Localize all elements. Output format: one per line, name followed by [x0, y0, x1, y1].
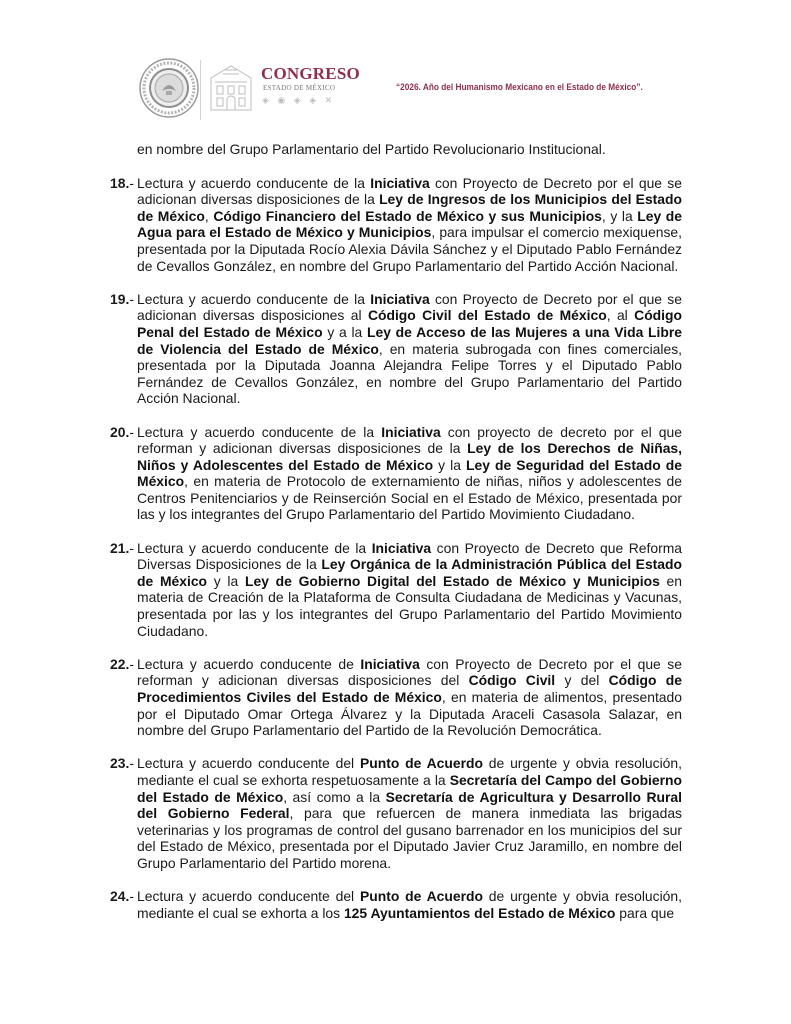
bold-reference: Ley de Agua para el Estado de México y Municipios — [137, 207, 682, 241]
item-number-value: 23. — [110, 755, 130, 772]
text-segment: con proyecto de decreto por el que reforman y adicionan diversas disposiciones de la — [137, 423, 682, 457]
bold-reference: Punto de Acuerdo — [359, 755, 483, 772]
text-segment: Lectura y acuerdo conducente de la — [137, 290, 371, 307]
text-segment: , y la — [601, 207, 638, 224]
item-number: 20.- — [110, 423, 134, 440]
item-number-value: 20. — [110, 423, 130, 440]
text-segment: , en materia de alimentos, presentado por el Diputado Omar Ortega Álvarez y la Diputada Araceli Casasola Salazar, en nombre del Grupo Parlamentario del Partido de la Revolución Democrática. — [137, 689, 682, 739]
text-segment: Lectura y acuerdo conducente de la — [137, 539, 372, 556]
text-segment: de urgente y obvia resolución, mediante el cual se exhorta respetuosamente a la — [137, 755, 682, 788]
text-segment: y la — [207, 572, 245, 589]
item-number: 23.- — [110, 755, 134, 772]
item-number-value: 18. — [110, 174, 130, 191]
item-number: 24.- — [110, 888, 134, 905]
bold-reference: Ley de Acceso de las Mujeres a una Vida Libre de Violencia del Estado de México — [137, 323, 683, 357]
bold-reference: Punto de Acuerdo — [359, 888, 483, 905]
item-number: 22.- — [110, 655, 134, 672]
agenda-item — [110, 291, 682, 407]
text-segment: con Proyecto de Decreto por el que se adicionan diversas disposiciones de la — [137, 174, 682, 208]
bold-reference: Secretaría del Campo del Gobierno del Estado de México — [137, 771, 683, 805]
item-text — [137, 755, 682, 871]
text-segment: y del — [555, 672, 609, 689]
text-segment: y la — [433, 456, 467, 473]
year-motto: “2026. Año del Humanismo Mexicano en el Estado de México”. — [396, 82, 643, 92]
item-text — [137, 888, 682, 921]
agenda-body — [110, 141, 682, 938]
ornament-icons: ◈ ◉ ◈ ◈ ✕ — [262, 95, 336, 105]
item-text — [137, 175, 682, 274]
text-segment: , para que refuercen de manera inmediata las brigadas veterinarias y los programas de control del gusano barrenador en los municipios del sur del Estado de México, presentada por el Diputado Javier Cruz Jaramillo, en nombre del Grupo Parlamentario del Partido morena. — [137, 805, 683, 871]
bold-reference: Código Penal del Estado de México — [137, 307, 682, 340]
bold-reference: Iniciativa — [371, 539, 432, 556]
bold-reference: Ley de los Derechos de Niñas, Niños y Adolescentes del Estado de México — [137, 440, 683, 473]
bold-reference: Iniciativa — [381, 423, 441, 440]
bold-reference: Código Financiero del Estado de México y sus Municipios — [213, 207, 602, 224]
agenda-item — [110, 888, 682, 921]
bold-reference: Código Civil del Estado de México — [367, 307, 607, 324]
text-segment: para que — [615, 904, 675, 921]
bold-reference: Ley Orgánica de la Administración Pública del Estado de México — [137, 556, 682, 589]
item-number-value: 19. — [110, 290, 130, 307]
text-segment: , para impulsar el comercio mexiquense, presentada por la Diputada Rocío Alexia Dávila Sánchez y el Diputado Pablo Fernández de Cevallos González, en nombre del Grupo Parlamentario del Partido Acción Nacional. — [137, 224, 682, 274]
header-divider — [200, 60, 201, 120]
item-number-value: 24. — [110, 888, 130, 905]
text-segment: con Proyecto de Decreto por el que se adicionan diversas disposiciones al — [137, 290, 682, 324]
item-number-value: 22. — [110, 655, 130, 672]
item-number: 19.- — [110, 290, 134, 307]
item-number: 18.- — [110, 174, 134, 191]
congress-building-icon — [205, 60, 257, 112]
bold-reference: 125 Ayuntamientos del Estado de México — [343, 904, 616, 921]
bold-reference: Ley de Ingresos de los Municipios del Estado de México — [137, 191, 682, 224]
institution-name: CONGRESO — [261, 64, 360, 83]
text-segment: Lectura y acuerdo conducente del — [137, 888, 360, 905]
text-segment: de urgente y obvia resolución, mediante el cual se exhorta a los — [137, 888, 682, 921]
bold-reference: Código de Procedimientos Civiles del Estado de México — [137, 672, 682, 705]
item-text — [137, 656, 682, 738]
text-segment: en materia de Creación de la Plataforma de Consulta Ciudadana de Medicinas y Vacunas, presentada por las y los integrantes del Grupo Parlamentario del Partido Movimiento Ciudadano. — [137, 572, 682, 639]
institution-subtitle: ESTADO DE MÉXICO — [263, 84, 336, 92]
agenda-item — [110, 540, 682, 640]
text-segment: con Proyecto de Decreto por el que se reforman y adicionan diversas disposiciones del — [137, 655, 682, 689]
bold-reference: Iniciativa — [370, 290, 430, 307]
text-segment: Lectura y acuerdo conducente de la — [137, 423, 382, 440]
bold-reference: Iniciativa — [370, 174, 430, 191]
text-segment: con Proyecto de Decreto que Reforma Diversas Disposiciones de la — [137, 539, 682, 573]
item-number: 21.- — [110, 539, 134, 556]
bold-reference: Iniciativa — [360, 655, 420, 672]
text-segment: , al — [606, 307, 635, 324]
bold-reference: Ley de Gobierno Digital del Estado de México y Municipios — [244, 572, 660, 589]
text-segment: Lectura y acuerdo conducente de — [137, 655, 361, 672]
text-segment: , en materia de Protocolo de externamiento de niñas, niños y adolescentes de Centros Penitenciarios y de Reinserción Social en el Estado de México, presentada por las y los integrantes del Grupo Parlamentario del Partido Movimiento Ciudadano. — [137, 473, 682, 523]
bold-reference: Código Civil — [468, 672, 556, 689]
text-segment: Lectura y acuerdo conducente del — [137, 755, 360, 772]
bold-reference: Secretaría de Agricultura y Desarrollo Rural del Gobierno Federal — [137, 788, 682, 822]
letterhead — [0, 0, 791, 130]
item-text — [137, 540, 682, 639]
agenda-item — [110, 755, 682, 871]
text-segment: , así como a la — [283, 788, 386, 805]
item-text — [137, 291, 682, 407]
continuation-paragraph: en nombre del Grupo Parlamentario del Partido Revolucionario Institucional. — [137, 141, 606, 157]
text-segment: , en materia subrogada con fines comerciales, presentada por la Diputada Joanna Alejandra Felipe Torres y el Diputado Pablo Fernández de Cevallos González, en nombre del Grupo Parlamentario del Partido Acción Nacional. — [137, 340, 682, 407]
text-segment: Lectura y acuerdo conducente de la — [137, 174, 371, 191]
text-segment: , — [204, 207, 214, 224]
bold-reference: Ley de Seguridad del Estado de México — [137, 456, 682, 490]
agenda-item — [110, 424, 682, 524]
item-text — [137, 424, 682, 523]
agenda-item — [110, 656, 682, 739]
agenda-list — [110, 175, 682, 922]
national-seal-icon — [138, 57, 200, 119]
text-segment: y a la — [322, 323, 367, 340]
agenda-item — [110, 175, 682, 275]
item-number-value: 21. — [110, 539, 130, 556]
